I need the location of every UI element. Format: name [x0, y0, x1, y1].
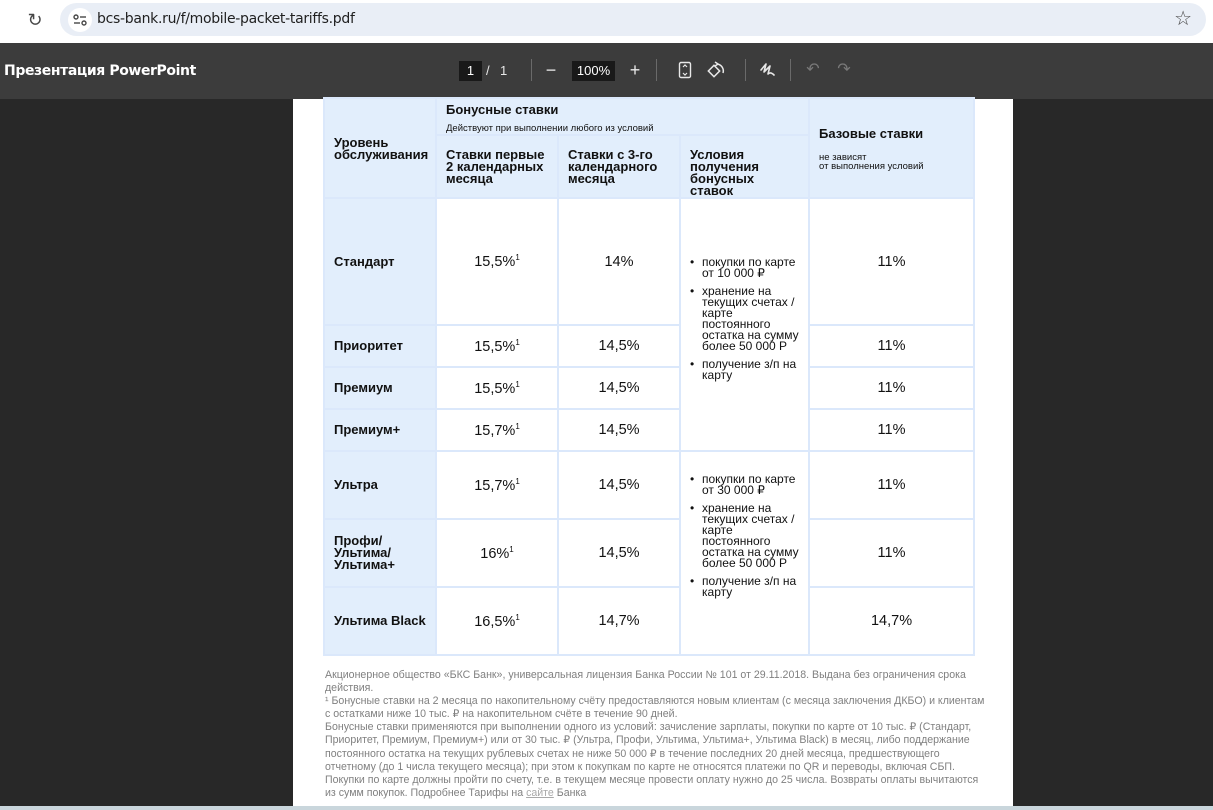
url-text[interactable]: bcs-bank.ru/f/mobile-packet-tariffs.pdf [97, 11, 355, 27]
rate-from-third: 14,5% [558, 325, 680, 367]
rate-from-third: 14,5% [558, 519, 680, 587]
service-level: Профи/ Ультима/ Ультима+ [324, 519, 436, 587]
rate-first-two [436, 198, 558, 325]
address-bar[interactable] [60, 3, 1206, 36]
base-rate: 11% [809, 367, 974, 409]
header-first-two-months: Ставки первые 2 календарных месяца [436, 135, 558, 198]
condition-item: • покупки по карте от 30 000 ₽ [690, 474, 804, 496]
header-conditions: Условия получения бонусных ставок [680, 135, 809, 198]
footnote-mark: 1 [515, 379, 520, 389]
table-row [324, 409, 974, 451]
license-text: Акционерное общество «БКС Банк», универсальная лицензия Банка России № 101 от 29.11.2018. Выдана без ограничения срока действия. [325, 669, 966, 695]
conditions-note [325, 721, 985, 800]
footnote-mark: 1 [515, 612, 520, 622]
zoom-in-button[interactable]: + [629, 60, 641, 80]
pdf-page [293, 99, 1013, 810]
header-base-rates [809, 98, 974, 198]
tariffs-table [323, 97, 975, 656]
rate-value: 15,7% [474, 422, 516, 439]
fit-page-button[interactable] [673, 57, 697, 83]
forward-arrow-icon[interactable] [0, 10, 8, 30]
toolbar-divider [531, 59, 532, 81]
draw-icon [759, 61, 777, 79]
table-row [324, 325, 974, 367]
table-row [324, 587, 974, 655]
rate-first-two [436, 519, 558, 587]
service-level: Ультра [324, 451, 436, 519]
footnote-mark: 1 [515, 476, 520, 486]
rate-from-third: 14% [558, 198, 680, 325]
condition-item: • получение з/п на карту [690, 576, 804, 598]
bonus-rates-title: Бонусные ставки [446, 102, 559, 117]
rate-value: 16% [480, 545, 510, 562]
header-bonus-rates [436, 98, 809, 135]
page-total: 1 [500, 63, 508, 78]
footnote-mark: 1 [515, 337, 520, 347]
zoom-level-input[interactable]: 100% [572, 61, 615, 81]
bottom-border [0, 806, 1213, 810]
site-link[interactable]: сайте [526, 786, 554, 799]
condition-item: • покупки по карте от 10 000 ₽ [690, 257, 804, 279]
star-icon[interactable]: ☆ [1174, 8, 1192, 30]
conditions-list [681, 199, 808, 381]
undo-icon[interactable]: ↶ [806, 61, 820, 78]
rate-first-two [436, 409, 558, 451]
rate-first-two [436, 367, 558, 409]
table-row [324, 367, 974, 409]
condition-item: • хранение на текущих счетах / карте постоянного остатка на сумму более 50 000 Р [690, 286, 804, 352]
condition-item: • хранение на текущих счетах / карте постоянного остатка на сумму более 50 000 Р [690, 503, 804, 569]
browser-toolbar [0, 0, 1213, 43]
rate-from-third: 14,5% [558, 367, 680, 409]
table-row [324, 451, 974, 519]
document-title: Презентация PowerPoint [4, 63, 196, 79]
toolbar-divider [656, 59, 657, 81]
fit-page-icon [678, 61, 692, 79]
base-rate: 11% [809, 198, 974, 325]
rate-value: 15,5% [474, 380, 516, 397]
rate-first-two [436, 451, 558, 519]
rate-value: 16,5% [474, 613, 516, 630]
service-level: Стандарт [324, 198, 436, 325]
site-info-button[interactable] [68, 8, 92, 32]
redo-icon[interactable]: ↷ [837, 61, 851, 78]
base-rates-title: Базовые ставки [819, 126, 924, 141]
footnote-mark: 1 [509, 544, 514, 554]
service-level: Приоритет [324, 325, 436, 367]
rate-from-third: 14,7% [558, 587, 680, 655]
base-rate: 14,7% [809, 587, 974, 655]
table-row [324, 198, 974, 325]
reload-icon[interactable]: ↻ [27, 10, 43, 30]
condition-item: • получение з/п на карту [690, 359, 804, 381]
rotate-button[interactable] [705, 57, 729, 83]
header-service-level: Уровень обслуживания [324, 98, 436, 198]
bonus-rates-subtitle: Действуют при выполнении любого из условий [446, 123, 654, 134]
annotate-button[interactable] [756, 57, 780, 83]
conditions-text: Бонусные ставки применяются при выполнении одного из условий: зачисление зарплаты, покупки по карте от 10 тыс. ₽ (Стандарт, Приоритет, Премиум, Премиум+) или от 30 тыс. ₽ (Ультра, Профи, Ультима, Ультима+, Ультима Black) в месяц, либо поддержание постоянного остатка на текущих рублевых счетах не ниже 50 000 ₽ в течение последних 20 дней месяца, предшествующего отчетному (до 1 числа текущего месяца); при этом к покупкам по карте не относятся платежи по QR и переводы, включая СБП. Покупки по карте должны пройти по счету, т.е. в текущем месяце провести оплату нужно до 25 числа. Возвраты оплаты вычитаются из сумм покупок. Подробнее Тарифы на [325, 721, 979, 799]
page-separator: / [486, 63, 490, 78]
footnote-mark: 1 [515, 421, 520, 431]
tune-icon [73, 14, 87, 26]
service-level: Премиум [324, 367, 436, 409]
zoom-out-button[interactable]: − [545, 60, 557, 80]
base-rates-subtitle [819, 153, 965, 171]
header-from-third-month: Ставки с 3-го календарного месяца [558, 135, 680, 198]
conditions-tail: Банка [553, 786, 587, 799]
footnote-1: ¹ Бонусные ставки на 2 месяца по накопительному счёту предоставляются новым клиентам (с месяца заключения ДКБО) и клиентам с остатками ниже 10 тыс. ₽ на накопительном счёте в течение 90 дней. [325, 695, 985, 721]
toolbar-divider [790, 59, 791, 81]
base-rate: 11% [809, 325, 974, 367]
base-rate: 11% [809, 409, 974, 451]
toolbar-divider [745, 59, 746, 81]
conditions-cell [680, 451, 809, 655]
base-rate: 11% [809, 519, 974, 587]
service-level: Премиум+ [324, 409, 436, 451]
rate-first-two [436, 325, 558, 367]
rate-from-third: 14,5% [558, 451, 680, 519]
pdf-toolbar [0, 43, 1213, 99]
rate-value: 15,7% [474, 477, 516, 494]
base-subtitle-line-1: не зависят [819, 152, 867, 163]
rate-value: 15,5% [474, 338, 516, 355]
base-subtitle-line-2: от выполнения условий [819, 161, 924, 172]
page-number-input[interactable]: 1 [459, 61, 482, 81]
rate-from-third: 14,5% [558, 409, 680, 451]
rate-first-two [436, 587, 558, 655]
table-row [324, 519, 974, 587]
footnotes [325, 669, 985, 800]
service-level: Ультима Black [324, 587, 436, 655]
footnote-mark: 1 [515, 253, 520, 262]
rate-value: 15,5% [474, 254, 516, 270]
conditions-list [681, 452, 808, 598]
base-rate: 11% [809, 451, 974, 519]
conditions-cell [680, 198, 809, 451]
pdf-viewer [0, 99, 1213, 810]
rotate-icon [707, 60, 727, 80]
